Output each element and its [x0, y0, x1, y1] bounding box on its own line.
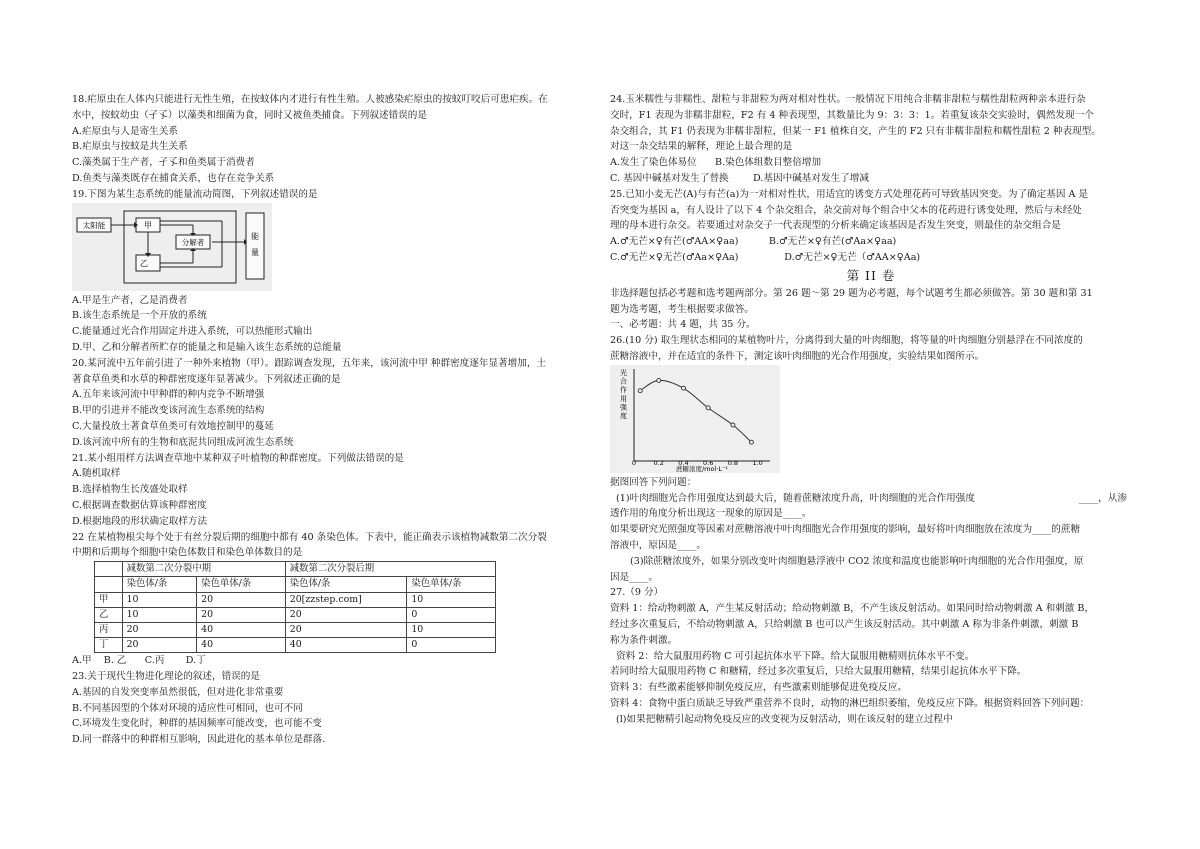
q24-stem-3: 杂交组合，其 F1 仍表现为非糯非甜粒，但某一 F1 植株自交，产生的 F2 只有非糯非甜粒和糯性甜粒 2 种表现型。 — [610, 125, 1101, 137]
sucrose-chart — [610, 365, 1132, 475]
chromosome-table — [94, 561, 496, 653]
q26-q3-line1: (3)除蔗糖浓度外，如果分别改变叶肉细胞悬浮液中 CO2 浓度和温度也能影响叶肉细胞的光合作用强度，原 — [630, 555, 1084, 567]
right-column — [610, 92, 1132, 728]
q20-stem-2: 著食草鱼类和水草的种群密度逐年显著减少。下列叙述正确的是 — [72, 373, 341, 385]
y-axis-label-char: 作 — [620, 385, 627, 394]
table-sub-2: 染色单体/条 — [197, 577, 286, 592]
q21-option-d: D.根据地段的形状确定取样方法 — [72, 515, 208, 527]
q25-stem-3: 理的母本进行杂交。若要通过对杂交子一代表现型的分析来确定该基因是否发生突变，则最佳的杂交组合是 — [610, 220, 1061, 232]
table-cell: 20 — [285, 622, 407, 637]
data-point — [706, 406, 710, 410]
data-point — [657, 378, 661, 382]
table-cell: 20 — [122, 638, 197, 653]
y-axis-label-char: 合 — [620, 377, 627, 386]
q18-option-d: D.鱼类与藻类既存在捕食关系，也存在竞争关系 — [72, 172, 275, 184]
q26-q1-line1 — [610, 491, 1132, 507]
q20-option-a: A.五年来该河流中甲种群的种内竞争不断增强 — [72, 389, 265, 401]
q21-option-c: C.根据调查数据估算该种群密度 — [72, 499, 207, 511]
q26-q1-blank: ____，从渗 — [1078, 492, 1127, 504]
table-corner-2 — [95, 577, 123, 592]
q19-option-d: D.甲、乙和分解者所贮存的能量之和是输入该生态系统的总能量 — [72, 341, 342, 353]
q26-q1b-line1: 如果要研究光照强度等因素对蔗糖溶液中叶肉细胞光合作用强度的影响，最好将叶肉细胞放在浓度为____的蔗糖 — [610, 524, 1081, 536]
energy-box — [246, 213, 264, 279]
part1-heading: 一、必考题：共 4 题，共 35 分。 — [610, 319, 756, 331]
q18-stem-1: 18.疟原虫在人体内只能进行无性生殖，在按蚊体内才进行有性生殖。人被感染疟原虫的按蚊叮咬后可患疟疾。在 — [72, 94, 548, 105]
q22-stem-2: 中期和后期每个细胞中染色体数目和染色单体数目的是 — [72, 547, 303, 559]
q23-option-b: B.不同基因型的个体对环境的适应性可相同，也可不同 — [72, 702, 303, 714]
q26-stem-2: 蔗糖溶液中，并在适宜的条件下，测定该叶肉细胞的光合作用强度，实验结果如图所示。 — [610, 350, 985, 362]
y-axis-label-char: 光 — [620, 368, 627, 377]
q26-q1-text: (1)叶肉细胞光合作用强度达到最大后，随着蔗糖浓度升高，叶肉细胞的光合作用强度 — [616, 492, 975, 504]
table-cell: 甲 — [95, 592, 123, 607]
decomposer-label: 分解者 — [181, 237, 205, 247]
table-cell: 10 — [407, 622, 496, 637]
section-title: 第 II 卷 — [846, 267, 896, 283]
table-subheader-row — [95, 577, 496, 592]
table-sub-3: 染色体/条 — [285, 577, 407, 592]
q23-option-a: A.基因的自发突变率虽然很低，但对进化非常重要 — [72, 686, 284, 698]
table-group-mid: 减数第二次分裂中期 — [122, 562, 285, 577]
table-cell: 40 — [197, 638, 286, 653]
q20-stem-1: 20.某河流中五年前引进了一种外来植物（甲）。跟踪调查发现，五年来，该河流中甲 种群密度逐年显著增加，土 — [72, 357, 547, 369]
q26-stem-1: 26.(10 分) 取生理状态相同的某植物叶片，分离得到大量的叶肉细胞，将等量的叶肉细胞分别悬浮在不同浓度的 — [610, 335, 1083, 347]
q19-option-b: B.该生态系统是一个开放的系统 — [72, 310, 207, 322]
q19-stem: 19.下图为某生态系统的能量流动简图，下列叙述错误的是 — [72, 188, 318, 200]
table-cell: 40 — [285, 638, 407, 653]
q27-m1-3: 称为条件刺激。 — [610, 634, 678, 646]
table-cell: 20 — [285, 607, 407, 622]
table-cell: 乙 — [95, 607, 123, 622]
q24-options-ab: A.发生了染色体易位 B.染色体组数目整倍增加 — [610, 157, 822, 169]
table-row — [95, 592, 496, 607]
q25-stem-2: 否突变为基因 a，有人设计了以下 4 个杂交组合，杂交前对每个组合中父本的花药进行诱变处理，然后与未经处 — [610, 204, 1082, 216]
table-cell: 10 — [122, 607, 197, 622]
q22-stem-1: 22 在某植物根尖每个处于有丝分裂后期的细胞中都有 40 条染色体。下表中，能正确表示该植物减数第二次分裂 — [72, 531, 547, 543]
table-cell: 丙 — [95, 622, 123, 637]
q24-options-cd: C. 基因中碱基对发生了替换 D.基因中碱基对发生了增减 — [610, 172, 869, 184]
q27-q1: (l)如果把糖精引起动物免疫反应的改变视为反射活动，则在该反射的建立过程中 — [616, 713, 953, 725]
q27-m1-1: 资料 1：给动物刺激 A，产生某反射活动；给动物刺激 B，不产生该反射活动。如果同时给动物刺激 A 和刺激 B， — [610, 603, 1095, 615]
q26-lead: 据图回答下列问题： — [610, 476, 697, 488]
yi-label: 乙 — [140, 258, 148, 268]
q23-stem: 23.关于现代生物进化理论的叙述，错误的是 — [72, 671, 260, 683]
table-row — [95, 607, 496, 622]
x-tick-label: 0.8 — [727, 458, 739, 467]
q23-option-d: D.同一群落中的种群相互影响，因此进化的基本单位是群落. — [72, 734, 326, 746]
q19-option-a: A.甲是生产者，乙是消费者 — [72, 294, 188, 306]
q24-stem-2: 交时，F1 表现为非糯非甜粒，F2 有 4 种表现型，其数量比为 9：3：3：1。若重复该杂交实验时，偶然发现一个 — [610, 109, 1094, 121]
energy-label-1: 能 — [251, 231, 259, 241]
q24-stem-1: 24.玉米糯性与非糯性、甜粒与非甜粒为两对相对性状。一般情况下用纯合非糯非甜粒与糯性甜粒两种亲本进行杂 — [610, 94, 1086, 105]
q25-stem-1: 25.已知小麦无芒(A)与有芒(a)为一对相对性状，用适宜的诱变方式处理花药可导致基因突变。为了确定基因 A 是 — [610, 188, 1089, 200]
y-axis-label-char: 度 — [620, 411, 627, 420]
table-cell: 丁 — [95, 638, 123, 653]
data-point — [731, 423, 735, 427]
q20-option-b: B.甲的引进并不能改变该河流生态系统的结构 — [72, 405, 265, 417]
q27-m2-2: 若同时给大鼠服用药物 C 和糖精，经过多次重复后，只给大鼠服用糖精，结果引起抗体水平下降。 — [610, 666, 1027, 678]
table-row — [95, 622, 496, 637]
q21-option-b: B.选择植物生长茂盛处取样 — [72, 484, 188, 496]
x-tick-label: 0.2 — [653, 458, 664, 467]
y-axis-label-char: 用 — [620, 394, 627, 403]
q20-option-c: C.大量投放土著食草鱼类可有效地控制甲的蔓延 — [72, 420, 274, 432]
q27-m3: 资料 3：有些激素能够抑制免疫反应，有些激素则能够促进免疫反应。 — [610, 682, 907, 694]
q27-head: 27.（9 分） — [610, 587, 664, 599]
table-row — [95, 638, 496, 653]
q19-option-c: C.能量通过光合作用固定并进入系统，可以热能形式输出 — [72, 326, 313, 338]
table-cell: 20[zzstep.com] — [285, 592, 407, 607]
q18-option-b: B.疟原虫与按蚊是共生关系 — [72, 141, 188, 153]
q25-options-ab: A.♂无芒×♀有芒(♂AA×♀aa) B.♂无芒×♀有芒(♂Aa×♀aa) — [610, 236, 897, 248]
q24-stem-4: 对这一杂交结果的解释，理论上最合理的是 — [610, 141, 793, 153]
x-axis-label: 蔗糖浓度/mol·L⁻¹ — [675, 464, 729, 473]
x-tick-label: 0 — [631, 458, 637, 467]
table-cell: 0 — [407, 638, 496, 653]
q18-option-c: C.藻类属于生产者，孑孓和鱼类属于消费者 — [72, 157, 255, 169]
table-cell: 40 — [197, 622, 286, 637]
q23-option-c: C.环境发生变化时，种群的基因频率可能改变，也可能不变 — [72, 718, 322, 730]
y-axis-label-char: 强 — [620, 403, 627, 412]
sun-label: 太阳能 — [82, 220, 106, 230]
table-sub-4: 染色单体/条 — [407, 577, 496, 592]
q20-option-d: D.该河流中所有的生物和底泥共同组成河流生态系统 — [72, 436, 294, 448]
table-cell: 20 — [197, 592, 286, 607]
section-intro-1: 非选择题包括必考题和选考题两部分。第 26 题～第 29 题为必考题，每个试题考生都必须做答。第 30 题和第 31 — [610, 287, 1093, 299]
table-corner — [95, 562, 123, 577]
q26-q1b-line2: 溶液中，原因是____。 — [610, 539, 706, 551]
q22-options: A.甲 B. 乙 C.丙 D.丁 — [72, 655, 206, 667]
energy-flow-diagram — [72, 203, 592, 293]
q27-m4: 资料 4：食物中蛋白质缺乏导致严重营养不良时，动物的淋巴组织萎缩，免疫反应下降。根据资料回答下列问题： — [610, 697, 1090, 709]
q21-stem: 21.某小组用样方法调查草地中某种双子叶植物的种群密度。下列做法错误的是 — [72, 452, 404, 464]
y-axis-label — [620, 368, 628, 420]
table-cell: 20 — [197, 607, 286, 622]
q26-q3-line2: 因是____。 — [610, 571, 658, 583]
q18-option-a: A.疟原虫与人是寄生关系 — [72, 125, 178, 137]
q26-q1-line2: 透作用的角度分析出现这一现象的原因是____。 — [610, 508, 812, 520]
table-cell: 10 — [407, 592, 496, 607]
q27-m1-2: 经过多次重复后，不给动物刺激 A，只给刺激 B 也可以产生该反射活动。其中刺激 A 称为非条件刺激，刺激 B — [610, 618, 1079, 630]
table-header-row — [95, 562, 496, 577]
section-intro-2: 题为选考题，考生根据要求做答。 — [610, 303, 754, 315]
x-tick-label: 0.6 — [703, 458, 714, 467]
table-cell: 10 — [122, 592, 197, 607]
data-point — [681, 386, 685, 390]
sucrose-chart-svg — [610, 365, 780, 473]
left-column — [72, 92, 592, 748]
q21-option-a: A.随机取样 — [72, 468, 121, 480]
energy-label-2: 量 — [251, 247, 259, 257]
data-point — [749, 440, 753, 444]
x-tick-label: 0.4 — [678, 458, 689, 467]
q18-stem-2: 水中，按蚊幼虫（孑孓）以藻类和细菌为食，同时又被鱼类捕食。下列叙述错误的是 — [72, 109, 427, 121]
data-point — [638, 388, 642, 392]
q25-options-cd: C.♂无芒×♀无芒(♂Aa×♀Aa) D.♂无芒×♀无芒（♂AA×♀Aa) — [610, 251, 921, 263]
jia-label: 甲 — [144, 220, 152, 230]
q27-m2-1: 资料 2：给大鼠服用药物 C 可引起抗体水平下降。给大鼠服用糖精则抗体水平不变。 — [616, 650, 975, 662]
table-sub-1: 染色体/条 — [122, 577, 197, 592]
x-tick-label: 1.0 — [752, 458, 763, 467]
table-cell: 20 — [122, 622, 197, 637]
energy-flow-svg — [72, 203, 272, 291]
table-cell: 0 — [407, 607, 496, 622]
table-group-late: 减数第二次分裂后期 — [285, 562, 495, 577]
